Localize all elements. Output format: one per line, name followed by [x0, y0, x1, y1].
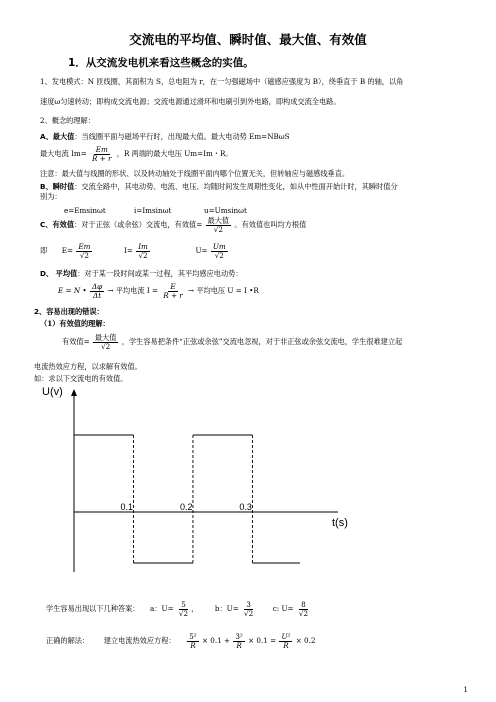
x-axis-label: t(s) [332, 517, 348, 529]
max-current-fraction [90, 146, 113, 163]
answer-b-label: b：U= [214, 604, 239, 613]
page-number: 1 [463, 686, 468, 694]
effective-value-line [40, 214, 306, 236]
answers-pre: 学生容易出现以下几种答案： [46, 604, 140, 613]
eff-u-label: U= [195, 246, 208, 255]
fraction-numerator: 5² [189, 631, 197, 641]
max-value-line [40, 131, 290, 142]
fraction-numerator: 3² [235, 631, 243, 641]
fraction-numerator: Um [212, 241, 226, 251]
answer-a-label: a：U= [150, 604, 174, 613]
eff-e-label: E= [61, 246, 74, 255]
answer-c-fraction [297, 601, 310, 618]
fraction-denominator: √2 [178, 608, 189, 618]
example-line: 如：求以下交流电的有效值。 [34, 374, 128, 383]
avg-part-b: → 平均电流 I = [107, 286, 158, 295]
square-wave-chart [40, 380, 380, 580]
x-tick-label: 0.1 [120, 502, 133, 512]
error-line [62, 330, 402, 354]
correct-mid: 建立电流热效应方程： [103, 636, 176, 645]
max-current-post: ，R 两端的最大电压 Um=Im・R。 [116, 149, 233, 158]
max-current-line [40, 144, 233, 164]
answers-line: 学生容易出现以下几种答案： a：U= $\frac{5}{√2}$ ， b：U= $\frac{3}{√2}$ c: U= $\frac{8}{√2}$ [46, 599, 309, 618]
average-value-line [40, 268, 243, 279]
eq-term-2 [233, 633, 244, 650]
error-post-2: 电流热效应方程，以求解有效值。 [34, 362, 142, 371]
fraction-numerator: E [170, 281, 176, 291]
paragraph-1b: 速度ω匀速转动；即构成交流电源；交流电源通过滑环和电刷引到外电路，即构成交流全电路。 [40, 97, 341, 106]
fraction-numerator: 3 [246, 599, 251, 609]
eff-i-fraction [136, 243, 150, 260]
eq-term-3 [279, 633, 292, 650]
eq-op-1: × 0.1 + [201, 636, 231, 645]
section-1-heading: 1．从交流发电机来看这些概念的实值。 [68, 57, 254, 69]
correct-solution-line [46, 630, 315, 652]
paragraph-1a: 1、发电模式：N 匝线圈，其面积为 S，总电阻为 r，在一匀强磁场中（磁感应强度为 B），绕垂直于 B 的轴，以角 [40, 77, 404, 86]
effective-formulas [40, 240, 229, 262]
instant-e: e=Emsinωt [64, 206, 106, 215]
x-tick-label: 0.2 [179, 502, 193, 512]
fraction-denominator: R [190, 640, 196, 650]
fraction-numerator: 最大值 [94, 332, 117, 342]
instant-value-text-2: 别为： [40, 192, 62, 201]
fraction-denominator: R [236, 640, 242, 650]
eq-term-1 [187, 633, 198, 650]
error-fraction [93, 334, 119, 351]
fraction-denominator: √2 [79, 250, 89, 260]
section-2-1-heading: （1）有效值的理解： [40, 319, 110, 328]
ji-label: 即 [40, 246, 48, 255]
note-line: 注意：最大值与线圈的形状、以及转动轴处于线圈平面内哪个位置无关，但转轴应与磁感线垂直。 [40, 169, 350, 178]
max-value-label: A、最大值 [40, 132, 75, 141]
max-current-pre: 最大电流 Im= [40, 149, 87, 158]
y-axis-label: U(v) [42, 386, 63, 398]
effective-value-text: ：对于正弦（或余弦）交流电，有效值= [74, 220, 203, 229]
fraction-denominator: Δt [93, 290, 102, 300]
eq-op-2: × 0.1 = [248, 636, 277, 645]
answer-c-label: c: U= [272, 604, 294, 613]
average-value-text: ：对于某一段时间或某一过程，其平均感应电动势： [77, 269, 243, 278]
instant-value-text: ：交流全路中，其电动势、电流、电压、均随时间发生周期性变化，如从中性面开始计时，其瞬时值分 [74, 182, 398, 191]
fraction-numerator: Im [138, 241, 148, 251]
fraction-numerator: Em [95, 144, 108, 154]
page-title: 交流电的平均值、瞬时值、最大值、有效值 [129, 32, 367, 47]
fraction-denominator: R [283, 640, 289, 650]
fraction-denominator: R + r [92, 153, 112, 163]
fraction-denominator: √2 [101, 341, 111, 351]
eq-op-3: × 0.2 [295, 636, 316, 645]
effective-value-label: C、有效值 [40, 220, 75, 229]
instant-u: u=Umsinωt [204, 206, 247, 215]
instant-i: i=Imsinωt [134, 206, 172, 215]
avg-current-fraction [161, 283, 184, 300]
correct-pre: 正确的解法： [46, 636, 90, 645]
eff-e-fraction [76, 243, 92, 260]
fraction-numerator: Δφ [91, 281, 103, 291]
answer-b-fraction [242, 601, 255, 618]
instant-value-line [40, 181, 398, 192]
fraction-denominator: √2 [244, 608, 254, 618]
fraction-numerator: U² [281, 631, 291, 641]
instant-value-label: B、瞬时值 [40, 182, 75, 191]
error-post: ，学生容易把条件“正弦或余弦”交流电忽视，对于非正弦或余弦交流电，学生很难建立起 [121, 337, 403, 346]
fraction-numerator: Em [78, 241, 91, 251]
average-value-label: D、 平均值 [40, 269, 78, 278]
avg-dphi-fraction [90, 283, 104, 300]
fraction-denominator: √2 [214, 250, 224, 260]
eff-i-label: I= [124, 246, 133, 255]
error-pre: 有效值= [62, 337, 90, 346]
fraction-denominator: √2 [213, 224, 223, 234]
section-2-heading: 2、容易出现的错误： [34, 307, 104, 316]
avg-part-a: E = N • [58, 286, 87, 295]
fraction-numerator: 8 [301, 599, 306, 609]
x-tick-label: 0.3 [239, 502, 252, 512]
effective-value-post: 。有效值也叫均方根值 [234, 220, 307, 229]
paragraph-2: 2、概念的理解： [40, 116, 95, 125]
answer-a-fraction [177, 601, 190, 618]
y-axis-arrow [71, 389, 77, 396]
max-value-text: ：当线圈平面与磁场平行时，出现最大值。最大电动势 Em=NBωS [74, 132, 290, 141]
fraction-numerator: 最大值 [207, 215, 230, 225]
fraction-denominator: R + r [163, 290, 183, 300]
fraction-denominator: √2 [138, 250, 148, 260]
eff-u-fraction [211, 243, 228, 260]
fraction-numerator: 5 [181, 599, 186, 609]
fraction-denominator: √2 [298, 608, 309, 618]
average-formula [58, 280, 259, 302]
effective-value-fraction [206, 217, 232, 234]
avg-part-c: → 平均电压 U = I •R [188, 286, 259, 295]
